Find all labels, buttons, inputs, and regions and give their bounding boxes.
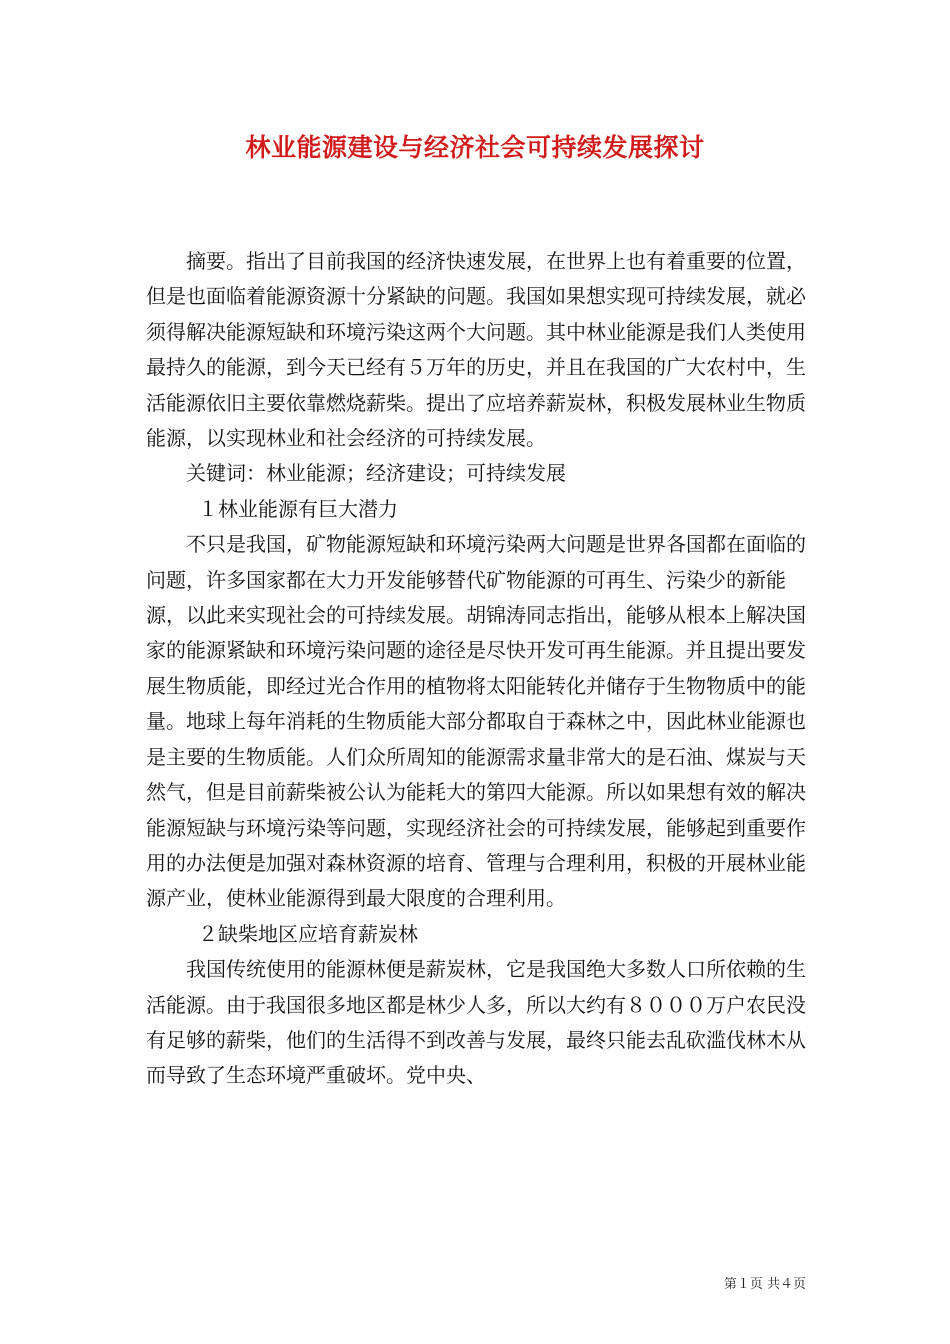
section-1-heading: １林业能源有巨大潜力	[198, 496, 398, 521]
section-2-paragraph: 我国传统使用的能源林便是薪炭林，它是我国绝大多数人口所依赖的生活能源。由于我国很多地区都是林少人多，所以大约有８０００万户农民没有足够的薪柴，他们的生活得不到改善与发展，最终只能去乱砍滥伐林木从而导致了生态环境严重破坏。党中央、	[146, 957, 806, 1088]
page-number-footer: 第１页 共４页	[723, 1277, 806, 1292]
abstract-paragraph: 摘要。指出了目前我国的经济快速发展，在世界上也有着重要的位置，但是也面临着能源资源十分紧缺的问题。我国如果想实现可持续发展，就必须得解决能源短缺和环境污染这两个大问题。其中林业能源是我们人类使用最持久的能源，到今天已经有５万年的历史，并且在我国的广大农村中，生活能源依旧主要依靠燃烧薪柴。提出了应培养薪炭林，积极发展林业生物质能源，以实现林业和社会经济的可持续发展。	[146, 249, 806, 451]
keywords-line: 关键词：林业能源；经济建设；可持续发展	[186, 461, 566, 486]
section-2-heading: ２缺柴地区应培育薪炭林	[198, 921, 418, 946]
section-1-paragraph: 不只是我国，矿物能源短缺和环境污染两大问题是世界各国都在面临的问题，许多国家都在大力开发能够替代矿物能源的可再生、污染少的新能源，以此来实现社会的可持续发展。胡锦涛同志指出，能够从根本上解决国家的能源紧缺和环境污染问题的途径是尽快开发可再生能源。并且提出要发展生物质能，即经过光合作用的植物将太阳能转化并储存于生物物质中的能量。地球上每年消耗的生物质能大部分都取自于森林之中，因此林业能源也是主要的生物质能。人们众所周知的能源需求量非常大的是石油、煤炭与天然气，但是目前薪柴被公认为能耗大的第四大能源。所以如果想有效的解决能源短缺与环境污染等问题，实现经济社会的可持续发展，能够起到重要作用的办法便是加强对森林资源的培育、管理与合理利用，积极的开展林业能源产业，使林业能源得到最大限度的合理利用。	[146, 532, 806, 911]
document-title: 林业能源建设与经济社会可持续发展探讨	[245, 133, 705, 162]
document-body	[146, 244, 810, 1094]
